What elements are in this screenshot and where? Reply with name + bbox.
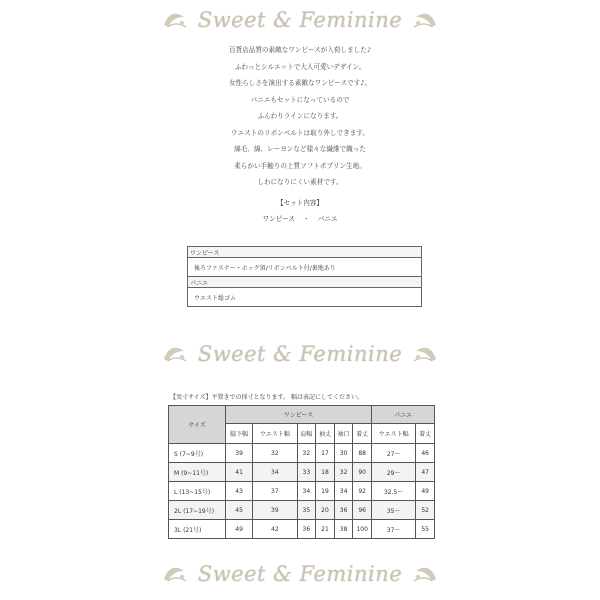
size-cell: S (7~9号)	[169, 444, 226, 463]
table-row	[169, 444, 435, 463]
column-header: 脇下幅	[226, 424, 253, 444]
value-cell: 32	[253, 444, 297, 463]
leaf-ornament-icon	[412, 343, 438, 365]
value-cell: 55	[416, 520, 435, 539]
size-cell: 3L (21号)	[169, 520, 226, 539]
description-line: 百貨店品質の素敵なワンピースが入荷しました♪	[228, 46, 372, 54]
leaf-ornament-icon	[412, 563, 438, 585]
description-line: 柔らかい手触りの上質ソフトポプリン生地。	[234, 161, 366, 170]
value-cell: 47	[416, 463, 435, 482]
value-cell: 100	[353, 520, 372, 539]
value-cell: 36	[334, 501, 353, 520]
table-row	[169, 463, 435, 482]
set-contents-items	[0, 213, 600, 223]
column-header: ウエスト幅	[253, 424, 297, 444]
leaf-ornament-icon	[162, 343, 188, 365]
value-cell: 49	[416, 482, 435, 501]
value-cell: 39	[226, 444, 253, 463]
pannier-description: ウエスト総ゴム	[188, 288, 422, 307]
value-cell: 90	[353, 463, 372, 482]
value-cell: 18	[316, 463, 335, 482]
value-cell: 30	[334, 444, 353, 463]
value-cell: 20	[316, 501, 335, 520]
size-cell: 2L (17~19号)	[169, 501, 226, 520]
value-cell: 34	[253, 463, 297, 482]
product-detail-table	[187, 246, 422, 307]
description-line: ふわっとシルエットで大人可愛いデザイン。	[234, 62, 366, 71]
value-cell: 32.5～	[371, 482, 415, 501]
value-cell: 41	[226, 463, 253, 482]
brand-banner-bottom	[0, 556, 600, 592]
brand-banner-top	[0, 2, 600, 38]
value-cell: 21	[316, 520, 335, 539]
column-header: 着丈	[353, 424, 372, 444]
value-cell: 39	[253, 501, 297, 520]
pannier-group-header: パニエ	[371, 406, 434, 424]
onepiece-description: 後ろファスナー・ホック留/リボンベルト付/裏地あり	[188, 258, 422, 277]
value-cell: 37～	[371, 520, 415, 539]
product-description	[0, 42, 600, 191]
set-item: パニエ	[317, 215, 338, 223]
onepiece-label: ワンピース	[188, 247, 422, 258]
onepiece-group-header: ワンピース	[226, 406, 372, 424]
leaf-ornament-icon	[162, 563, 188, 585]
value-cell: 38	[334, 520, 353, 539]
size-column-header: サイズ	[169, 406, 226, 444]
leaf-ornament-icon	[162, 9, 188, 31]
table-row	[169, 520, 435, 539]
value-cell: 29～	[371, 463, 415, 482]
value-cell: 34	[334, 482, 353, 501]
column-header: ウエスト幅	[371, 424, 415, 444]
description-line: ふんわりラインになります。	[257, 112, 343, 120]
size-table-caption: 【実寸サイズ】平置きでの採寸となります。 幅は表記にしてください。	[170, 394, 363, 401]
size-table	[168, 405, 435, 539]
brand-logo: Sweet & Feminine	[197, 562, 403, 586]
table-row	[169, 501, 435, 520]
value-cell: 17	[316, 444, 335, 463]
value-cell: 34	[297, 482, 316, 501]
value-cell: 35	[297, 501, 316, 520]
value-cell: 32	[334, 463, 353, 482]
value-cell: 37	[253, 482, 297, 501]
leaf-ornament-icon	[412, 9, 438, 31]
value-cell: 52	[416, 501, 435, 520]
size-cell: L (13~15号)	[169, 482, 226, 501]
description-line: しわになりにくい素材です。	[257, 178, 343, 186]
value-cell: 96	[353, 501, 372, 520]
description-line: パニエもセットになっているので	[250, 95, 350, 104]
description-line: ウエストのリボンベルトは取り外しできます。	[231, 128, 369, 137]
value-cell: 88	[353, 444, 372, 463]
set-item-separator: ・	[303, 215, 310, 223]
value-cell: 45	[226, 501, 253, 520]
column-header: 着丈	[416, 424, 435, 444]
description-line: 女性らしさを演出する素敵なワンピースです♪。	[228, 79, 372, 87]
value-cell: 43	[226, 482, 253, 501]
value-cell: 32	[297, 444, 316, 463]
value-cell: 92	[353, 482, 372, 501]
set-contents-heading: 【セット内容】	[276, 199, 324, 207]
pannier-label: パニエ	[188, 277, 422, 288]
value-cell: 27～	[371, 444, 415, 463]
description-line: 綿毛、綿、レーヨンなど様々な繊維で織った	[234, 145, 366, 153]
value-cell: 35～	[371, 501, 415, 520]
value-cell: 19	[316, 482, 335, 501]
value-cell: 33	[297, 463, 316, 482]
value-cell: 36	[297, 520, 316, 539]
column-header: 袖丈	[316, 424, 335, 444]
value-cell: 46	[416, 444, 435, 463]
brand-banner-middle	[0, 336, 600, 372]
brand-logo: Sweet & Feminine	[197, 342, 403, 366]
column-header: 肩幅	[297, 424, 316, 444]
value-cell: 42	[253, 520, 297, 539]
brand-logo: Sweet & Feminine	[197, 8, 403, 32]
column-header: 袖口	[334, 424, 353, 444]
size-cell: M (9~11号)	[169, 463, 226, 482]
set-item: ワンピース	[262, 215, 295, 223]
table-row	[169, 482, 435, 501]
value-cell: 49	[226, 520, 253, 539]
